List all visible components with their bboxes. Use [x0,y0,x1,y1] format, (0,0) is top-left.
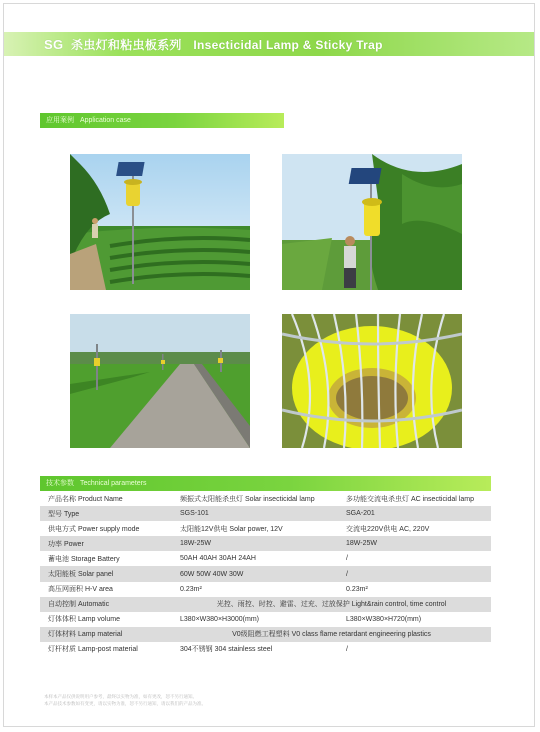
section-technical-en: Technical parameters [79,480,147,487]
param-value-solar: L380×W380×H3000(mm) [172,612,338,627]
param-value-ac: SGA-201 [338,506,491,521]
title-cn: 杀虫灯和粘虫板系列 [71,38,182,52]
rice-field-road-lamps-photo [70,314,250,448]
param-value-solar: 18W-25W [172,536,338,551]
param-label: 产品名称 Product Name [40,491,172,506]
param-value-solar: 太阳能12V供电 Solar power, 12V [172,521,338,536]
table-row [40,521,491,536]
param-label: 功率 Power [40,536,172,551]
param-value-ac: / [338,551,491,566]
param-label: 灯体体积 Lamp volume [40,612,172,627]
param-label: 灯体材料 Lamp material [40,627,172,642]
table-row [40,506,491,521]
page-title [44,36,383,54]
table-row [40,566,491,581]
param-value: V0级阻燃工程塑料 V0 class flame retardant engineering plastics [172,627,491,642]
param-label: 供电方式 Power supply mode [40,521,172,536]
param-value-solar: 频振式太阳能杀虫灯 Solar insecticidal lamp [172,491,338,506]
param-label: 蓄电池 Storage Battery [40,551,172,566]
param-value-solar: 60W 50W 40W 30W [172,566,338,581]
param-value-ac: L380×W380×H720(mm) [338,612,491,627]
param-value-ac: 多功能交流电杀虫灯 AC insecticidal lamp [338,491,491,506]
footer-line-1: 本样本产品仅供说明用户参考，最终以实物为准，如有更改，恕不另行通知。 [44,694,197,699]
param-value-ac: 18W-25W [338,536,491,551]
param-value-ac: / [338,566,491,581]
worker-installing-lamp-photo [282,154,462,290]
param-value: 光控、雨控、时控、避雷、过充、过放保护 Light&rain control, time control [172,597,491,612]
footer-line-2: 本产品技术参数如有变更，请以实物为准，恕不另行通知，请以我们的产品为准。 [44,701,206,706]
param-value-solar: 50AH 40AH 30AH 24AH [172,551,338,566]
table-row [40,612,491,627]
title-en: Insecticidal Lamp & Sticky Trap [193,38,383,52]
table-row [40,582,491,597]
footer-disclaimer [44,693,484,707]
param-value-solar: SGS-101 [172,506,338,521]
section-application-en: Application case [79,117,131,124]
param-value-ac: / [338,642,491,657]
table-row [40,536,491,551]
table-row [40,642,491,657]
param-label: 高压网面积 H-V area [40,582,172,597]
param-label: 太阳能板 Solar panel [40,566,172,581]
param-value-ac: 0.23m² [338,582,491,597]
section-application-case [40,113,284,128]
table-row [40,551,491,566]
brand-mark: SG [44,37,64,52]
solar-lamp-tea-field-photo [70,154,250,290]
section-application-cn: 应用案例 [46,117,74,124]
param-label: 自动控制 Automatic [40,597,172,612]
section-technical-cn: 技术参数 [46,480,74,487]
table-row [40,627,491,642]
section-technical-parameters [40,476,491,491]
lamp-grid-closeup-photo [282,314,462,448]
param-label: 灯杆材质 Lamp-post material [40,642,172,657]
param-value-solar: 304不锈钢 304 stainless steel [172,642,338,657]
param-value-solar: 0.23m² [172,582,338,597]
param-value-ac: 交流电220V供电 AC, 220V [338,521,491,536]
table-row [40,491,491,506]
table-row [40,597,491,612]
param-label: 型号 Type [40,506,172,521]
parameters-table [40,491,491,657]
